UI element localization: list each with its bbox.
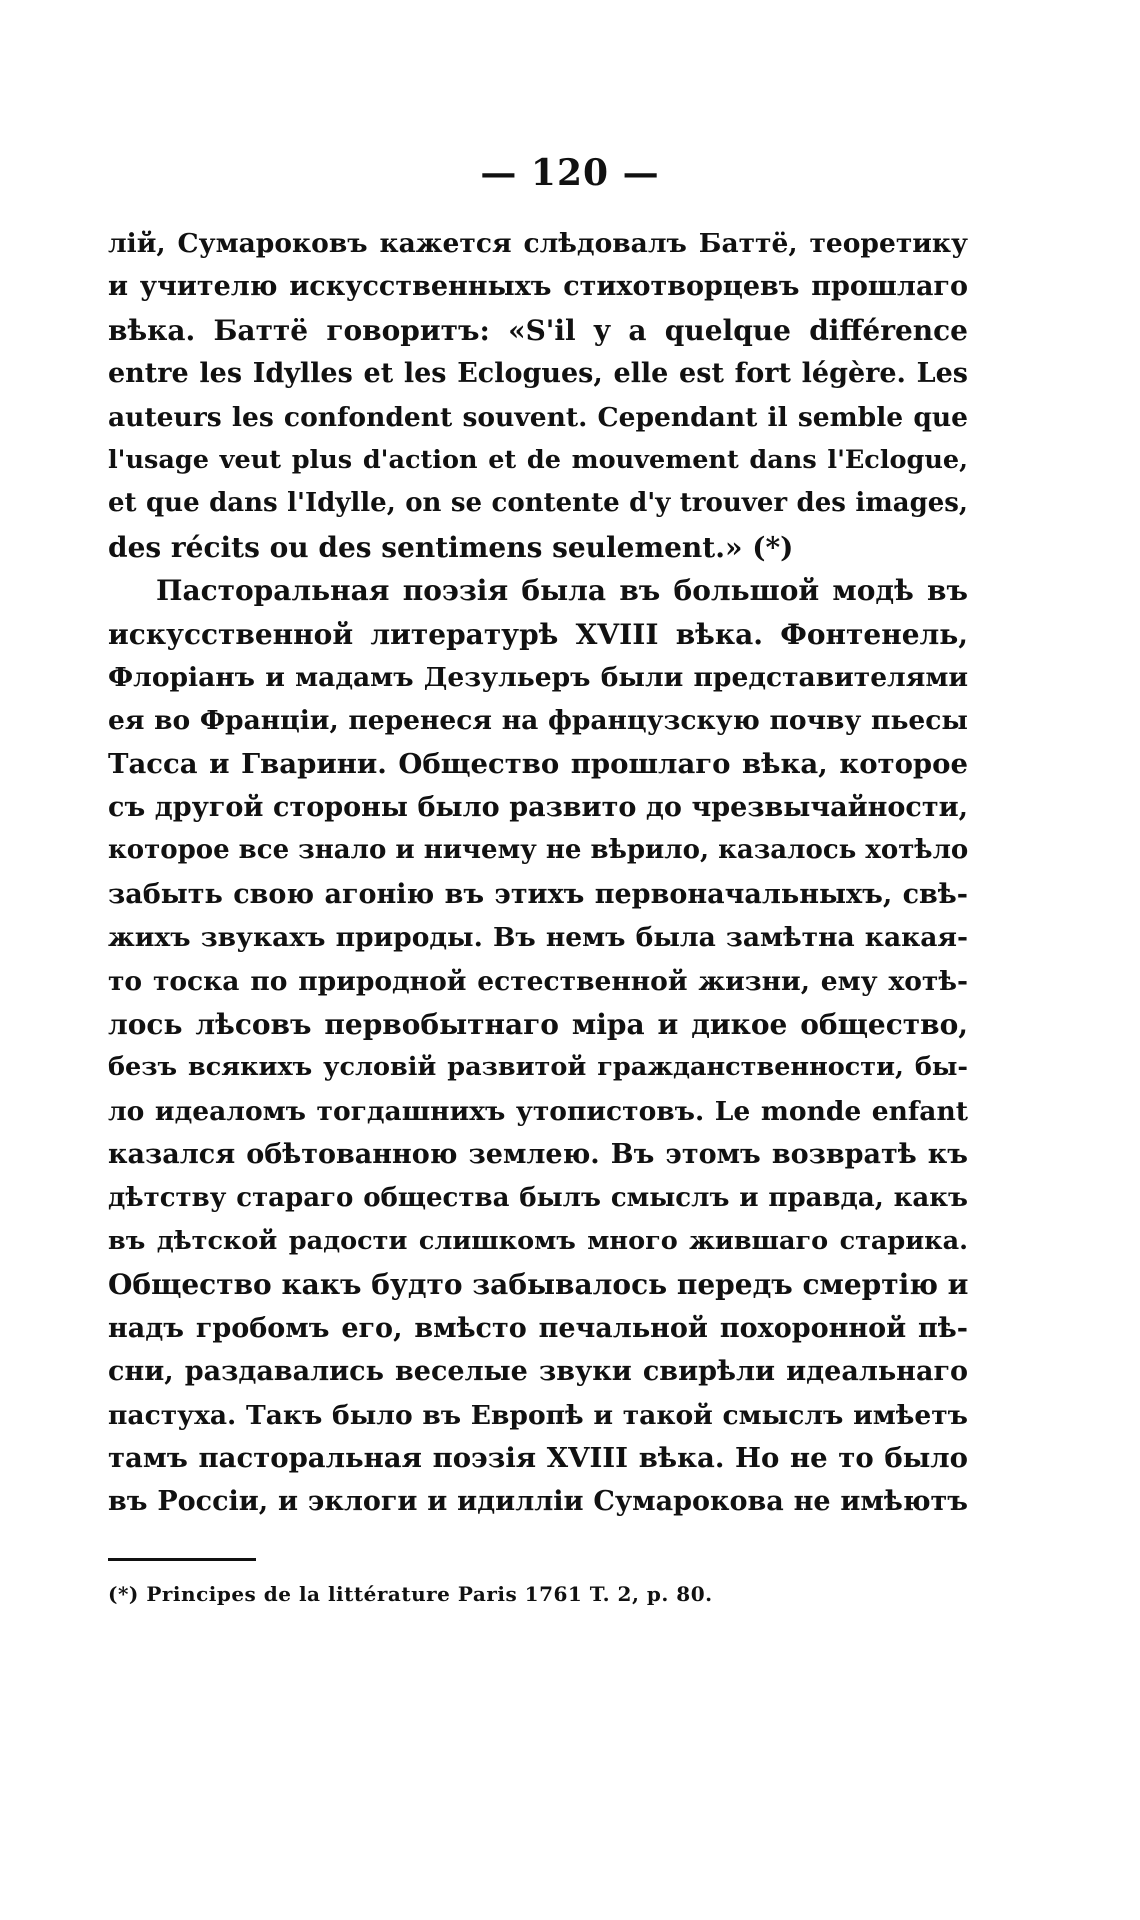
text-line: тамъ пасторальная поэзія XVIII вѣка. Но не то было [108,1441,968,1474]
page-number: — 120 — [480,152,660,194]
text-line: лось лѣсовъ первобытнаго міра и дикое общество, [108,1008,968,1042]
text-line: искусственной литературѣ XVIII вѣка. Фонтенель, [108,617,968,651]
text-line: дѣтству стараго общества былъ смыслъ и правда, какъ [108,1182,968,1213]
text-line: съ другой стороны было развито до чрезвычайности, [108,792,968,824]
text-line: entre les Idylles et les Eclogues, elle est fort légère. Les [108,358,968,390]
paragraph-start-line: Пасторальная поэзія была въ большой модѣ въ [156,574,968,608]
text-line: лій, Сумароковъ кажется слѣдовалъ Баттё, теоретику [108,228,968,259]
text-line: казался обѣтованною землею. Въ этомъ возвратѣ къ [108,1139,968,1171]
text-line: и учителю искусственныхъ стихотворцевъ прошлаго [108,271,968,303]
text-line: des récits ou des sentimens seulement.» (*) [108,530,794,564]
text-line: Общество какъ будто забывалось передъ смертію и [108,1268,969,1302]
text-line: Флоріанъ и мадамъ Дезульеръ были представителями [108,661,968,693]
text-line: ея во Франціи, перенеся на французскую почву пьесы [108,705,968,737]
text-line: то тоска по природной естественной жизни, ему хотѣ- [108,965,968,997]
text-line: забыть свою агонію въ этихъ первоначальныхъ, свѣ- [108,878,968,910]
footnote-divider [108,1558,256,1561]
text-line: ло идеаломъ тогдашнихъ утопистовъ. Le monde enfant [108,1095,968,1127]
text-line: которое все знало и ничему не вѣрило, казалось хотѣло [108,835,969,866]
text-line: Тасса и Гварини. Общество прошлаго вѣка, которое [108,747,968,780]
text-line: надъ гробомъ его, вмѣсто печальной похоронной пѣ- [108,1312,968,1344]
text-line: въ дѣтской радости слишкомъ много жившаго старика. [108,1225,968,1256]
text-line: сни, раздавались веселые звуки свирѣли идеальнаго [108,1356,968,1388]
text-line: вѣка. Баттё говоритъ: «S'il y a quelque différence [108,313,968,347]
footnote: (*) Principes de la littérature Paris 1761 T. 2, p. 80. [108,1582,713,1606]
text-line: въ Россіи, и эклоги и идилліи Сумарокова не имѣютъ [108,1486,968,1518]
text-line: et que dans l'Idylle, on se contente d'y trouver des images, [108,488,968,519]
text-line: auteurs les confondent souvent. Cependant il semble que [108,401,968,433]
text-line: жихъ звукахъ природы. Въ немъ была замѣтна какая- [108,922,968,954]
body-text [108,222,968,1524]
text-line: l'usage veut plus d'action et de mouvement dans l'Eclogue, [108,444,968,475]
text-line: безъ всякихъ условій развитой гражданственности, бы- [108,1052,968,1083]
text-line: пастуха. Такъ было въ Европѣ и такой смыслъ имѣетъ [108,1399,968,1431]
